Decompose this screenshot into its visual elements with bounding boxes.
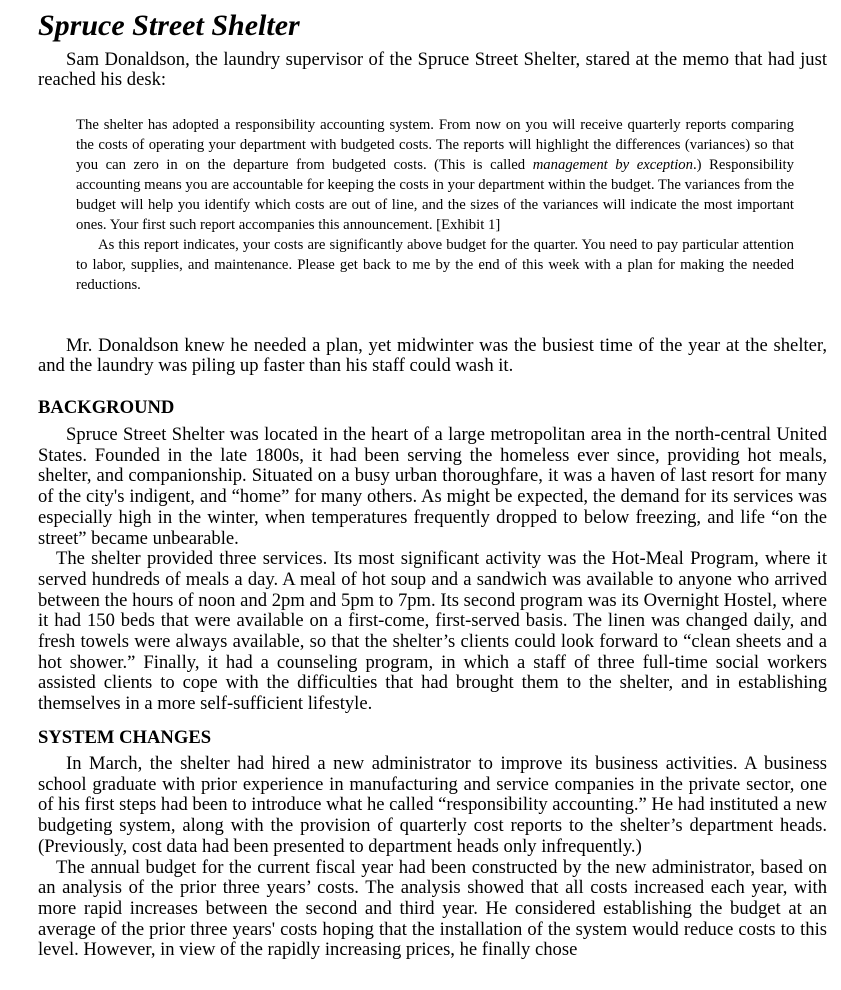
memo-paragraph-1-part-b: .) Responsibility accounting means you are accountable for keeping the costs in your department within the budget. The variances from the budget will help you identify which costs are out of line, and the sizes of the variances will indicate the most important ones. Your first such report accompanies this announcement. [Exhibit 1]: [76, 157, 794, 233]
background-paragraph-2: The shelter provided three services. Its most significant activity was the Hot-Meal Program, where it served hundreds of meals a day. A meal of hot soup and a sandwich was available to anyone who arrived between the hours of noon and 2pm and 5pm to 7pm. Its second program was its Overnight Hostel, where it had 150 beds that were available on a first-come, first-served basis. The linen was changed daily, and fresh towels were always available, so that the shelter’s clients could look forward to “clean sheets and a hot shower.” Finally, it had a counseling program, in which a staff of three full-time social workers assisted clients to cope with the difficulties that had brought them to the shelter, and in establishing themselves in a more self-sufficient lifestyle.: [38, 548, 827, 715]
system-changes-heading: SYSTEM CHANGES: [38, 727, 212, 748]
memo-block: [76, 115, 794, 295]
system-changes-section: [38, 754, 827, 961]
memo-paragraph-2: As this report indicates, your costs are significantly above budget for the quarter. You need to pay particular attention to labor, supplies, and maintenance. Please get back to me by the end of this week with a plan for making the needed reductions.: [76, 237, 794, 293]
background-heading: BACKGROUND: [38, 397, 175, 418]
memo-paragraph-1: [76, 115, 794, 235]
system-changes-paragraph-2: The annual budget for the current fiscal year had been constructed by the new administrator, based on an analysis of the prior three years’ costs. The analysis showed that all costs increased each year, with more rapid increases between the second and third year. He considered establishing the budget at an average of the prior three years' costs hoping that the installation of the system would reduce costs to this level. However, in view of the rapidly increasing prices, he finally chose: [38, 856, 827, 961]
after-memo-paragraph: Mr. Donaldson knew he needed a plan, yet midwinter was the busiest time of the year at the shelter, and the laundry was piling up faster than his staff could wash it.: [38, 335, 827, 376]
background-section: [38, 425, 827, 715]
system-changes-paragraph-1: In March, the shelter had hired a new administrator to improve its business activities. A business school graduate with prior experience in manufacturing and service companies in the private sector, one of his first steps had been to introduce what he called “responsibility accounting.” He had instituted a new budgeting system, along with the provision of quarterly cost reports to the shelter’s department heads. (Previously, cost data had been presented to department heads only infrequently.): [38, 753, 827, 857]
memo-paragraph-1-part-a: The shelter has adopted a responsibility accounting system. From now on you will receive quarterly reports comparing the costs of operating your department with budgeted costs. The reports will highlight the differences (variances) so that you can zero in on the departure from budgeted costs. (This is called: [76, 117, 794, 173]
intro-paragraph: Sam Donaldson, the laundry supervisor of the Spruce Street Shelter, stared at the memo that had just reached his desk:: [38, 49, 827, 90]
memo-emphasis: management by exception: [532, 157, 693, 173]
background-paragraph-1: Spruce Street Shelter was located in the heart of a large metropolitan area in the north-central United States. Founded in the late 1800s, it had been serving the homeless ever since, providing hot meals, shelter, and companionship. Situated on a busy urban thoroughfare, it was a haven of last resort for many of the city's indigent, and “home” for many others. As might be expected, the demand for its services was especially high in the winter, when temperatures frequently dropped to below freezing, and life “on the street” became unbearable.: [38, 424, 827, 549]
page-title: Spruce Street Shelter: [38, 9, 300, 42]
